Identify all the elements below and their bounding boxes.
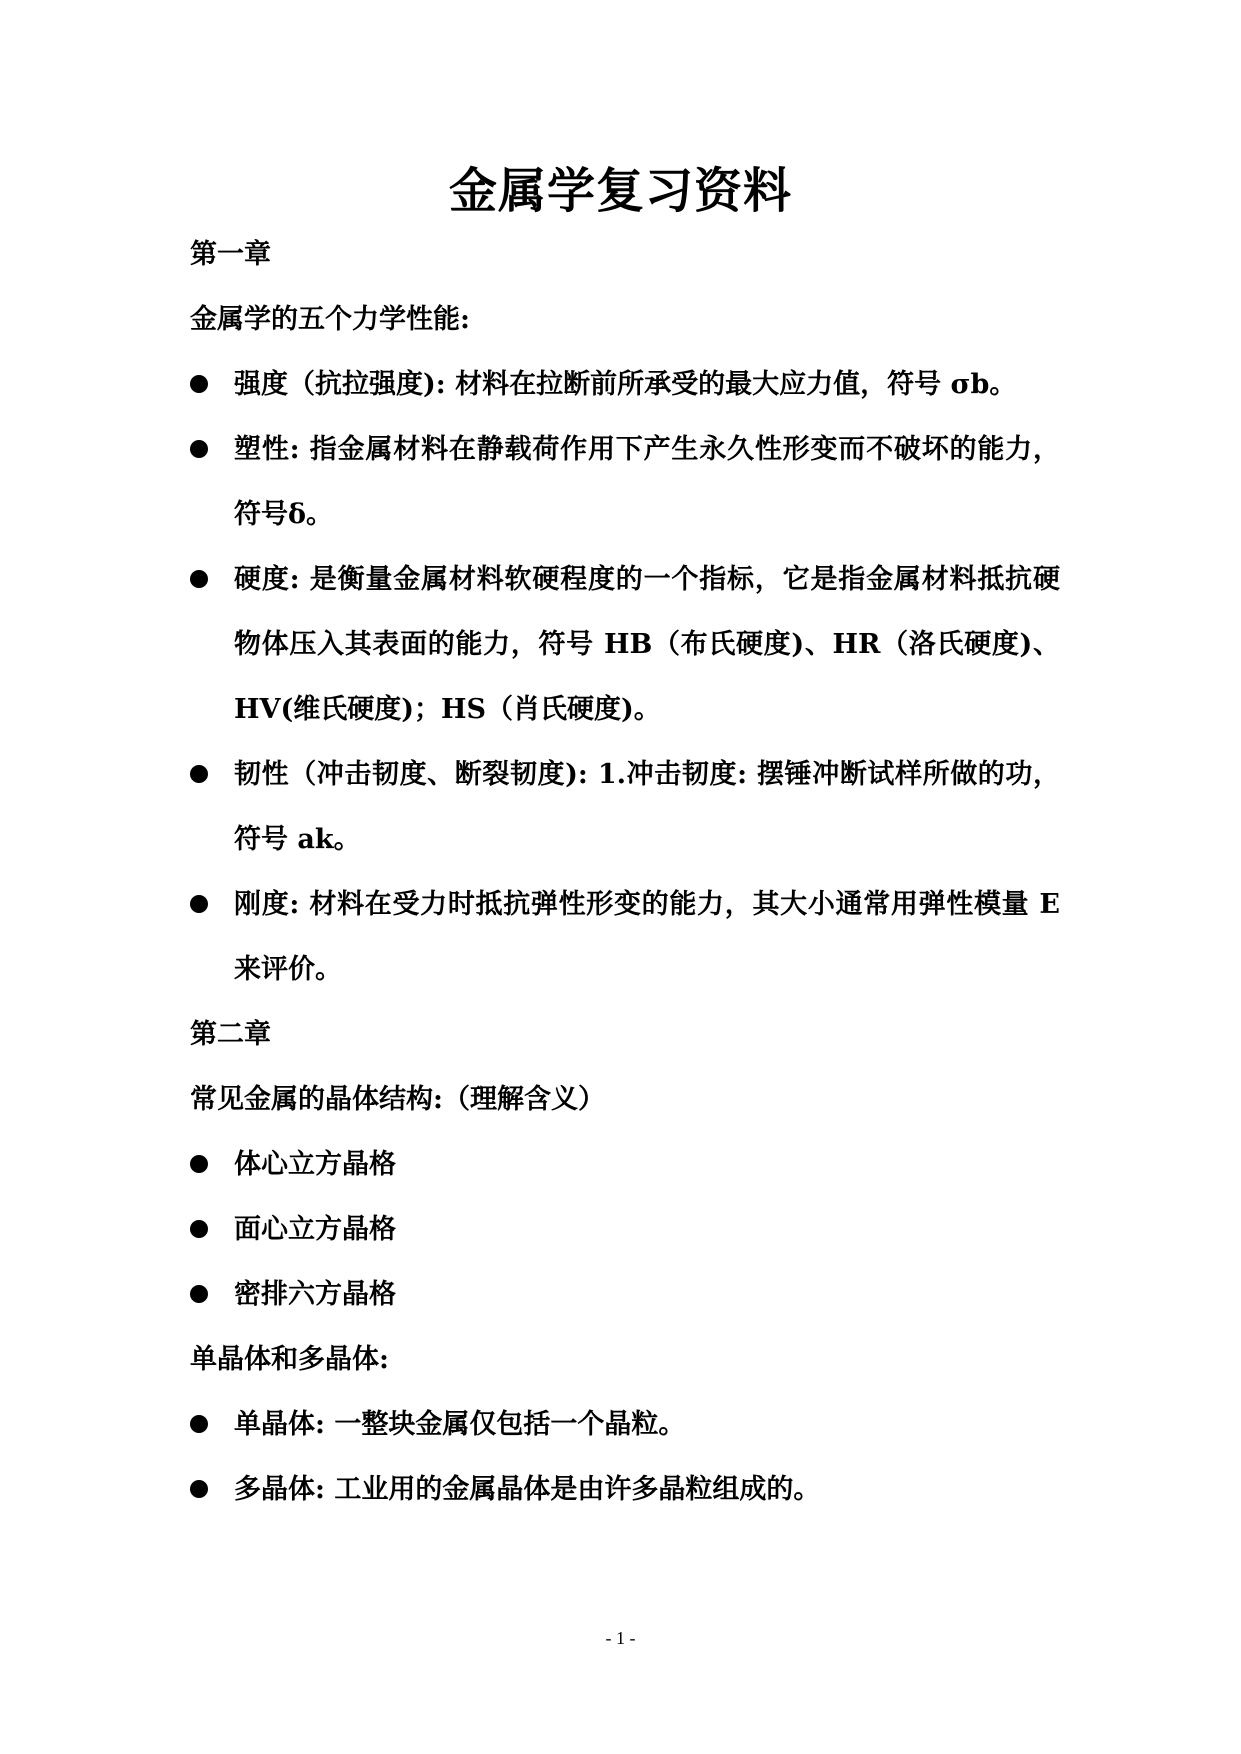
list-item-hardness [190, 547, 1060, 742]
bullet-icon [190, 1220, 208, 1238]
list-item-strength [190, 352, 1060, 417]
list-item-bcc [190, 1132, 1060, 1197]
page-title: 金属学复习资料 [448, 163, 792, 219]
bullet-icon [190, 1480, 208, 1498]
list-item-text: 硬度: 是衡量金属材料软硬程度的一个指标，它是指金属材料抵抗硬物体压入其表面的能力，符号 HB（布氏硬度)、HR（洛氏硬度)、HV(维氏硬度)；HS（肖氏硬度)。 [234, 564, 1060, 725]
document-body [190, 222, 1060, 1522]
list-item-text: 强度（抗拉强度): 材料在拉断前所承受的最大应力值，符号 σb。 [234, 369, 1017, 400]
bullet-icon [190, 1415, 208, 1433]
list-item-plasticity [190, 417, 1060, 547]
list-item-fcc [190, 1197, 1060, 1262]
list-item-text: 多晶体: 工业用的金属晶体是由许多晶粒组成的。 [234, 1474, 821, 1505]
bullet-icon [190, 895, 208, 913]
list-item-text: 韧性（冲击韧度、断裂韧度): 1.冲击韧度: 摆锤冲断试样所做的功，符号 ak。 [234, 759, 1060, 855]
list-item-single-crystal [190, 1392, 1060, 1457]
bullet-icon [190, 570, 208, 588]
crystal-types-heading: 单晶体和多晶体: [190, 1344, 389, 1375]
chapter-1-heading: 第一章 [190, 239, 271, 270]
bullet-icon [190, 765, 208, 783]
list-item-text: 刚度: 材料在受力时抵抗弹性形变的能力，其大小通常用弹性模量 E 来评价。 [234, 889, 1060, 985]
list-item-hcp [190, 1262, 1060, 1327]
crystal-structure-heading: 常见金属的晶体结构:（理解含义） [190, 1084, 605, 1115]
mechanical-properties-heading: 金属学的五个力学性能: [190, 304, 470, 335]
page-number: - 1 - [605, 1628, 636, 1648]
list-item-polycrystal [190, 1457, 1060, 1522]
list-item-text: 密排六方晶格 [234, 1279, 396, 1310]
list-item-text: 体心立方晶格 [234, 1149, 396, 1180]
list-item-text: 单晶体: 一整块金属仅包括一个晶粒。 [234, 1409, 686, 1440]
bullet-icon [190, 440, 208, 458]
chapter-2-heading: 第二章 [190, 1019, 271, 1050]
bullet-icon [190, 1155, 208, 1173]
bullet-icon [190, 1285, 208, 1303]
list-item-text: 面心立方晶格 [234, 1214, 396, 1245]
bullet-icon [190, 375, 208, 393]
list-item-stiffness [190, 872, 1060, 1002]
list-item-text: 塑性: 指金属材料在静载荷作用下产生永久性形变而不破坏的能力，符号δ。 [234, 434, 1060, 530]
list-item-toughness [190, 742, 1060, 872]
